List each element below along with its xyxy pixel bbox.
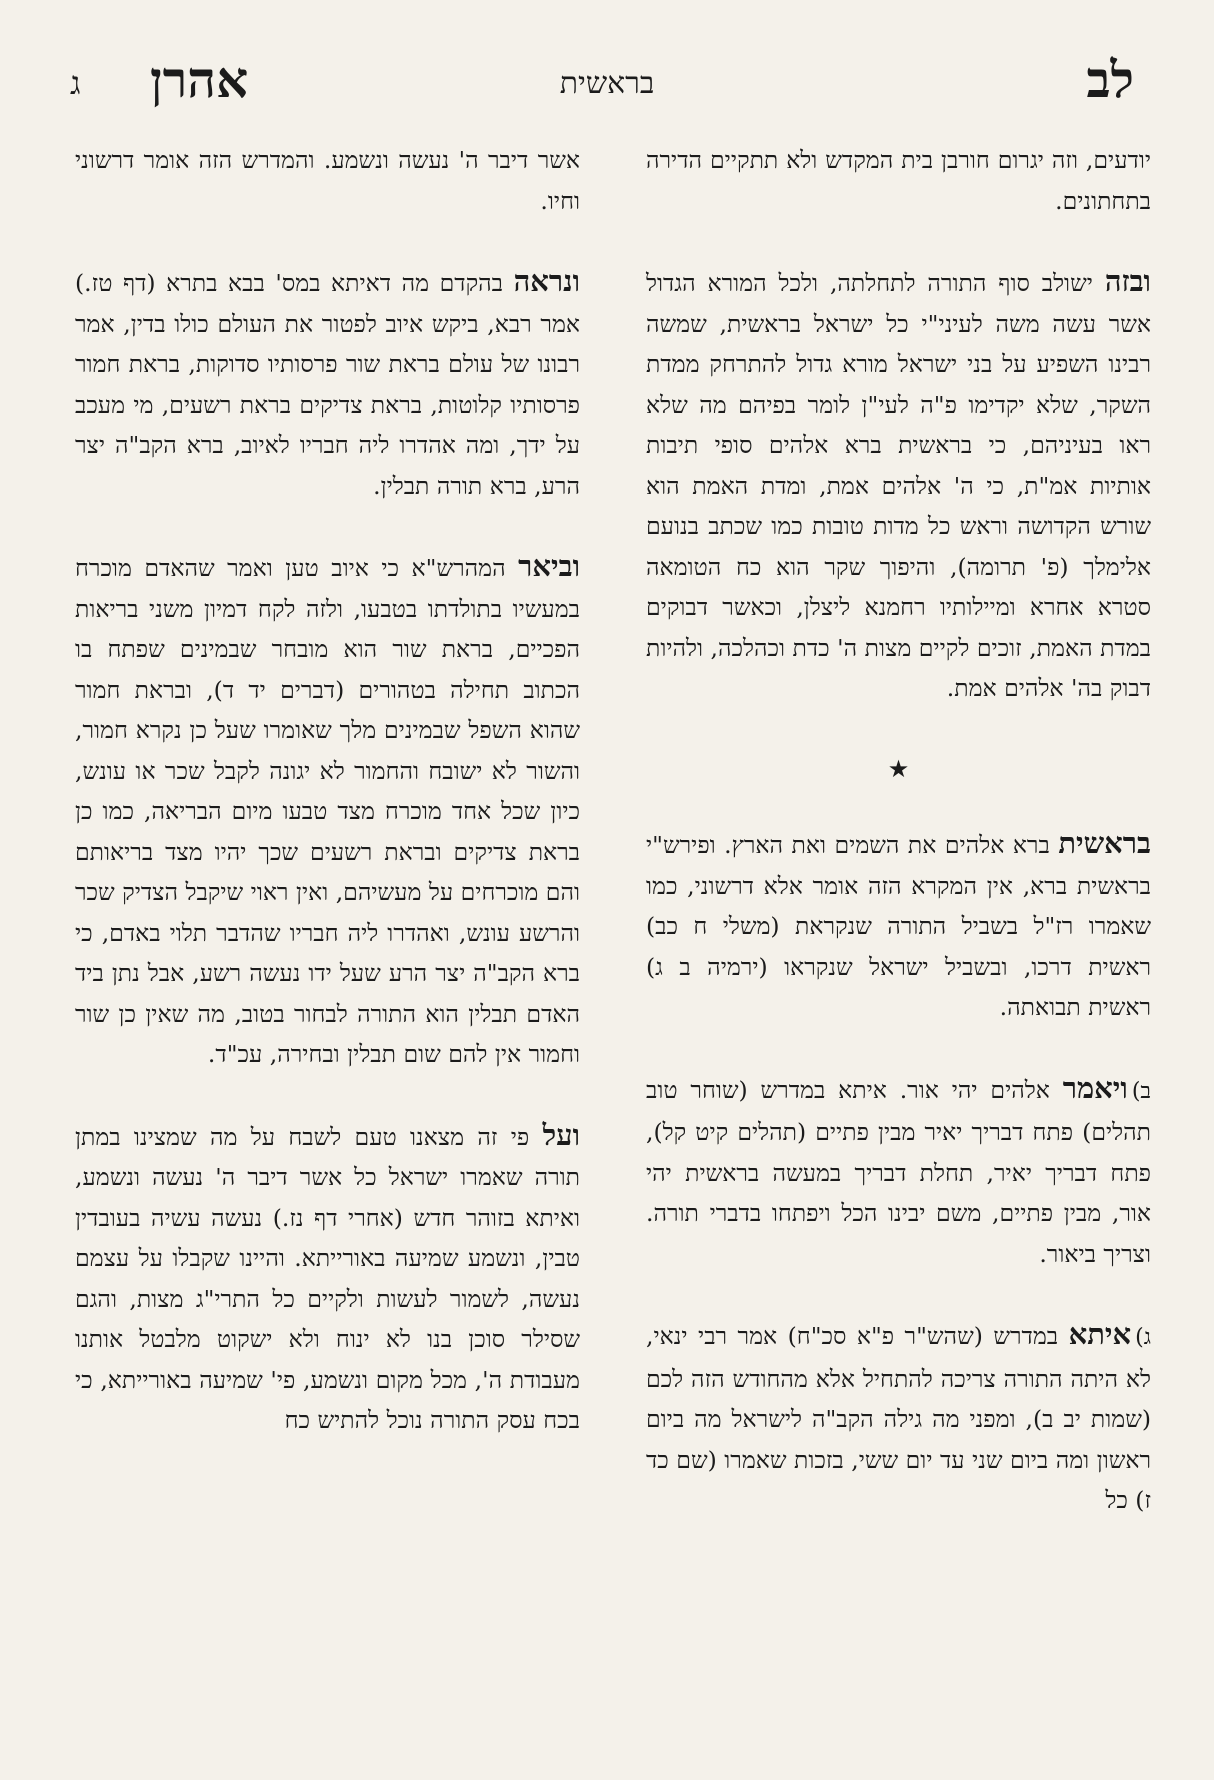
paragraph <box>646 1068 1151 1275</box>
right-text-column <box>646 140 1151 1561</box>
paragraph-lead-word: וביאר <box>518 549 580 583</box>
running-title-left: אהרן <box>150 50 249 109</box>
paragraph-text: יודעים, וזה יגרום חורבן בית המקדש ולא תתקיים הדירה בתחתונים. <box>646 146 1151 215</box>
paragraph <box>646 1314 1151 1521</box>
paragraph-text: המהרש"א כי איוב טען ואמר שהאדם מוכרח במעשיו בתולדתו בטבעו, ולזה לקח דמיון משני בריאות הפכיים, בראת שור הוא מובחר שבמינים שפתח בו הכתוב תחילה בטהורים (דברים יד ד), ובראת חמור שהוא השפל שבמינים מלך שאומרו שעל כן נקרא חמור, והשור לא ישובח והחמור לא יגונה לקבל שכר או עונש, כיון שכל אחד מוכרח מצד טבעו מיום הבריאה, כמו כן בראת צדיקים ובראת רשעים שכך יהיו מצד בריאותם והם מוכרחים על מעשיהם, ואין ראוי שיקבל הצדיק שכר והרשע עונש, ואהדרו ליה חבריו שהדבר תלוי באדם, כי ברא הקב"ה יצר הרע שעל ידו נעשה רשע, אבל נתן ביד האדם תבלין הוא התורה לבחור בטוב, מה שאין כן שור וחמור אין להם שום תבלין ובחירה, עכ"ד. <box>75 554 580 1068</box>
paragraph-text: במדרש (שהש"ר פ"א סכ"ח) אמר רבי ינאי, לא היתה התורה צריכה להתחיל אלא מהחודש הזה לכם (שמות יב ב), ומפני מה גילה הקב"ה לישראל מה ביום ראשון ומה ביום שני עד יום ששי, בזכות שאמרו (שם כד ז) כל <box>646 1322 1151 1514</box>
paragraph-text: פי זה מצאנו טעם לשבח על מה שמצינו במתן תורה שאמרו ישראל כל אשר דיבר ה' נעשה ונשמע, ואיתא בזוהר חדש (אחרי דף נז.) נעשה עשיה בעובדין טבין, ונשמע שמיעה באורייתא. והיינו שקבלו על עצמם נעשה, לשמור לעשות ולקיים כל התרי"ג מצות, והגם שסילר סוכן בנו לא ינוח ולא ישקוט מלבטל אותנו מעבודת ה', מכל מקום ונשמע, פי' שמיעה באורייתא, כי בכח עסק התורה נוכל להתיש כח <box>75 1122 580 1434</box>
paragraph-lead-word: ויאמר <box>1062 1070 1128 1105</box>
paragraph-lead-word: ונראה <box>513 264 580 298</box>
section-divider-star <box>646 749 1151 790</box>
paragraph <box>646 261 1151 709</box>
paragraph <box>75 546 580 1075</box>
paragraph-text: אלהים יהי אור. איתא במדרש (שוחר טוב תהלים) פתח דבריך יאיר מבין פתיים (תהלים קיט קל), פתח דבריך יאיר, תחלת דבריך במעשה בראשית יהי אור, מבין פתיים, משם יבינו הכל ויפתחו בדברי תורה. וצריך ביאור. <box>646 1075 1151 1268</box>
paragraph <box>75 261 580 506</box>
paragraph-text: ברא אלהים את השמים ואת הארץ. ופירש"י בראשית ברא, אין המקרא הזה אומר אלא דרשוני, כמו שאמרו רז"ל בשביל התורה שנקראת (משלי ח כב) ראשית דרכו, ובשביל ישראל שנקראו (ירמיה ב ג) ראשית תבואתה. <box>646 831 1151 1021</box>
paragraph-number: ג) <box>1135 1325 1151 1350</box>
paragraph-text: בהקדם מה דאיתא במס' בבא בתרא (דף טז.) אמר רבא, ביקש איוב לפטור את העולם כולו בדין, אמר רבונו של עולם בראת שור פרסותיו סדוקות, בראת חמור פרסותיו קלוטות, בראת צדיקים בראת רשעים, מי מעכב על ידך, ומה אהדרו ליה חבריו לאיוב, ברא הקב"ה יצר הרע, ברא תורה תבלין. <box>75 269 580 500</box>
paragraph-text: אשר דיבר ה' נעשה ונשמע. והמדרש הזה אומר דרשוני וחיו. <box>75 146 580 215</box>
divider-glyph: ★ <box>887 754 910 783</box>
paragraph-lead-word: ועל <box>542 1117 580 1152</box>
paragraph-lead-word: איתא <box>1068 1317 1132 1351</box>
paragraph-number: ב) <box>1131 1078 1151 1104</box>
paragraph <box>646 140 1151 221</box>
page-number: ג <box>70 64 81 102</box>
running-title-right: לב <box>1086 50 1134 109</box>
page-header <box>70 40 1144 110</box>
paragraph <box>646 823 1151 1028</box>
paragraph <box>75 1115 580 1441</box>
paragraph-lead-word: ובזה <box>1104 264 1151 298</box>
paragraph-text: ישולב סוף התורה לתחלתה, ולכל המורא הגדול אשר עשה משה לעיני"י כל ישראל בראשית, שמשה רבינו השפיע על בני ישראל מורא גדול להתרחק ממדת השקר, שלא יקדימו פ"ה לעי"ן לומר בפיהם מה שלא ראו בעיניהם, כי בראשית ברא אלהים סופי תיבות אותיות אמ"ת, כי ה' אלהים אמת, ומדת האמת הוא שורש הקדושה וראש כל מדות טובות כמו שכתב בנועם אלימלך (פ' תרומה), והיפוך שקר הוא כח הטומאה סטרא אחרא ומיילותיו רחמנא ליצלן, וכאשר דבוקים במדת האמת, זוכים לקיים מצות ה' כדת וכהלכה, ולהיות דבוק בה' אלהים אמת. <box>646 269 1151 702</box>
left-text-column <box>75 140 580 1481</box>
paragraph-lead-word: בראשית <box>1058 826 1151 860</box>
paragraph <box>75 140 580 221</box>
running-title-center: בראשית <box>559 66 655 101</box>
